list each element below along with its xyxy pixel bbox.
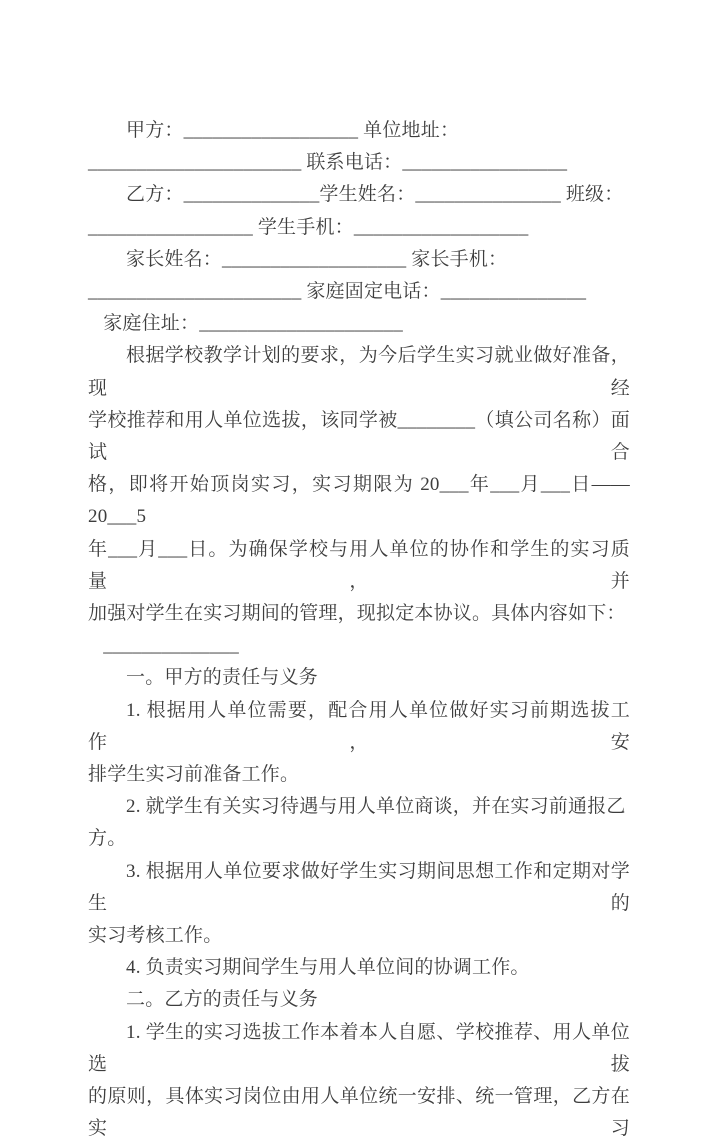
document-line: 格，即将开始顶岗实习，实习期限为 20___年___月___日——20___5 bbox=[88, 474, 630, 528]
document-line: 排学生实习前准备工作。 bbox=[88, 764, 300, 786]
document-line: 1. 学生的实习选拔工作本着本人自愿、学校推荐、用人单位选拔 bbox=[88, 1021, 630, 1075]
document-line: _________________ 学生手机：__________________ bbox=[88, 216, 529, 238]
document-line: 甲方：__________________ 单位地址： bbox=[126, 120, 460, 141]
document-body bbox=[88, 115, 630, 1146]
document-line: ______________________ 家庭固定电话：_______________ bbox=[88, 281, 587, 303]
document-line: 二。乙方的责任与义务 bbox=[126, 989, 319, 1011]
document-line: ______________ bbox=[103, 635, 239, 657]
document-line: 年___月___日。为确保学校与用人单位的协作和学生的实习质量，并 bbox=[88, 538, 630, 592]
document-line: 家长姓名：___________________ 家长手机： bbox=[126, 248, 508, 270]
document-line: 一。甲方的责任与义务 bbox=[126, 667, 319, 689]
document-line: 乙方：______________学生姓名：_______________ 班级： bbox=[126, 184, 624, 206]
document-line: 学校推荐和用人单位选拔，该同学被________（填公司名称）面试合 bbox=[88, 409, 630, 464]
document-line: ______________________ 联系电话：_________________ bbox=[88, 152, 568, 174]
document-line: 加强对学生在实习期间的管理，现拟定本协议。具体内容如下： bbox=[88, 603, 626, 625]
document-line: 3. 根据用人单位要求做好学生实习期间思想工作和定期对学生的 bbox=[88, 860, 630, 914]
document-line: 的原则，具体实习岗位由用人单位统一安排、统一管理，乙方在实习 bbox=[88, 1086, 630, 1140]
document-line: 2. 就学生有关实习待遇与用人单位商谈，并在实习前通报乙方。 bbox=[88, 796, 626, 850]
document-line: 4. 负责实习期间学生与用人单位间的协调工作。 bbox=[126, 957, 530, 979]
document-line: 实习考核工作。 bbox=[88, 925, 223, 947]
document-line: 1. 根据用人单位需要，配合用人单位做好实习前期选拔工作，安 bbox=[88, 699, 630, 753]
document-line: 根据学校教学计划的要求，为今后学生实习就业做好准备，现经 bbox=[88, 345, 630, 399]
document-line: 家庭住址：_____________________ bbox=[103, 313, 403, 335]
